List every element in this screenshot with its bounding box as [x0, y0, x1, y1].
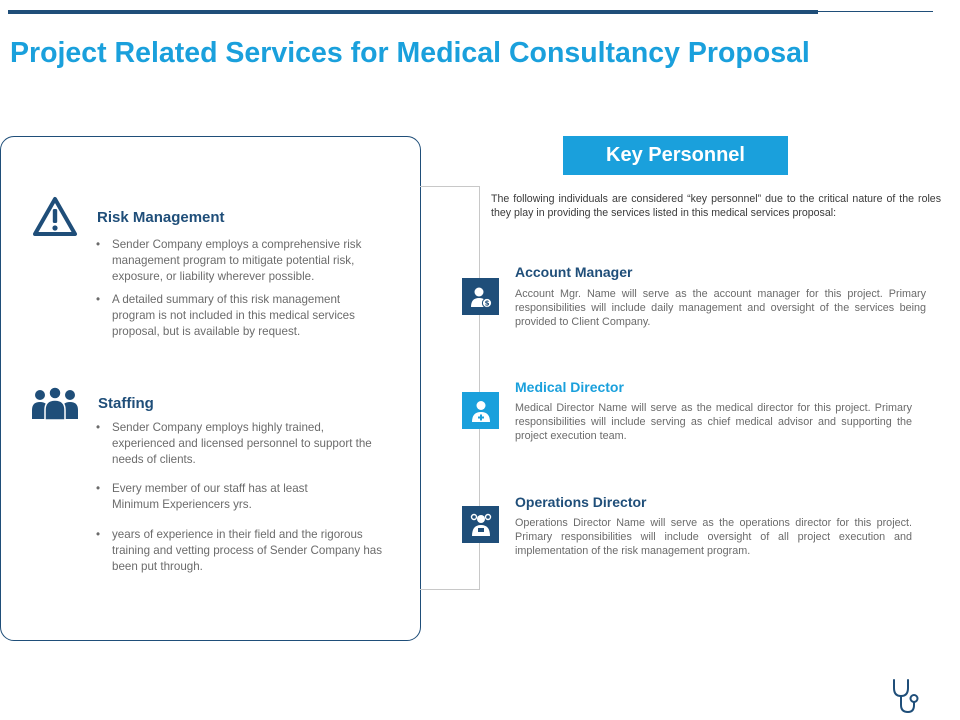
top-accent-bar [8, 10, 818, 14]
staffing-bullet-2: • Every member of our staff has at least Minimum Experiencers yrs. [96, 481, 352, 513]
risk-bullet-1: • Sender Company employs a comprehensive risk management program to mitigate potential risk, exposure, or liability wherever possible. [96, 237, 385, 285]
staffing-heading: Staffing [98, 395, 154, 412]
operations-director-icon [462, 506, 499, 543]
operations-director-title: Operations Director [515, 494, 647, 510]
operations-director-description: Operations Director Name will serve as the operations director for this project. Primary responsibilities will include oversight of all project execution and implementation of the risk management program. [515, 517, 912, 557]
staffing-bullet-3: • years of experience in their field and the rigorous training and vetting process of Sender Company has been put through. [96, 527, 388, 575]
key-personnel-label: Key Personnel [563, 136, 788, 175]
key-personnel-intro: The following individuals are considered “key personnel” due to the critical nature of the roles they play in providing the services listed in this medical services proposal: [491, 193, 941, 219]
medical-director-title: Medical Director [515, 379, 624, 395]
account-manager-icon [462, 278, 499, 315]
stethoscope-icon [890, 678, 920, 716]
warning-icon [32, 196, 78, 237]
medical-director-icon [462, 392, 499, 429]
risk-management-heading: Risk Management [97, 209, 225, 226]
risk-bullet-2: • A detailed summary of this risk management program is not included in this medical services proposal, but is available by request. [96, 292, 379, 340]
page-title: Project Related Services for Medical Consultancy Proposal [10, 37, 810, 69]
top-accent-line [818, 11, 933, 12]
staffing-bullet-1: • Sender Company employs highly trained, experienced and licensed personnel to support the needs of clients. [96, 420, 386, 468]
svg-text:$: $ [484, 299, 489, 307]
account-manager-description: Account Mgr. Name will serve as the account manager for this project. Primary responsibilities will include daily management and oversight of the services being provided to Client Company. [515, 288, 926, 328]
medical-director-description: Medical Director Name will serve as the medical director for this project. Primary responsibilities will include serving as chief medical advisor and supporting the project execution team. [515, 402, 912, 442]
account-manager-title: Account Manager [515, 264, 633, 280]
team-icon [31, 386, 79, 420]
